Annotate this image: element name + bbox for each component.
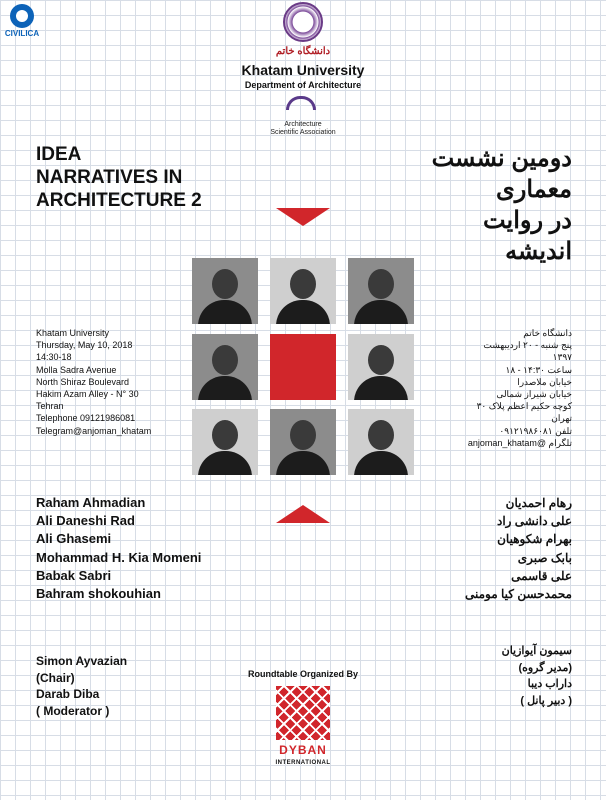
speaker-photo [192, 258, 258, 324]
info-line: تلفن ۰۹۱۲۱۹۸۶۰۸۱ [499, 425, 572, 436]
title-line: اندیشه [505, 238, 572, 265]
speaker-name: علی قاسمی [511, 568, 572, 583]
speaker-photo [270, 258, 336, 324]
info-line: Telegram@anjoman_khatam [36, 425, 152, 436]
center-red-square [270, 334, 336, 400]
moderator-line: داراب دیبا [527, 678, 572, 690]
speaker-name: Ali Ghasemi [36, 531, 112, 547]
speaker-name: Ali Daneshi Rad [36, 513, 135, 529]
speaker-name: رهام احمدیان [505, 496, 572, 510]
moderator-line: ( دبیر پانل ) [520, 694, 572, 707]
speaker-name: Raham Ahmadian [36, 495, 146, 510]
speakers-list-fa [372, 494, 572, 603]
civilica-label: CIVILICA [4, 29, 40, 38]
info-line: Hakim Azam Alley - N° 30 [36, 389, 139, 400]
event-title-fa [370, 143, 572, 267]
title-line: IDEA [36, 144, 82, 165]
event-title-en [36, 143, 202, 212]
info-line: 14:30-18 [36, 352, 72, 363]
speaker-name: محمدحسن کیا مومنی [464, 587, 572, 602]
civilica-logo [4, 4, 40, 38]
moderator-line: Simon Ayvazian [36, 654, 128, 668]
department-name: Department of Architecture [244, 80, 362, 90]
speaker-photo [192, 334, 258, 400]
title-line: معماری [496, 176, 572, 203]
university-name-fa: دانشگاه خاتم [275, 46, 331, 57]
moderators-en [36, 653, 127, 719]
title-line: دومین نشست [431, 145, 572, 172]
organizer-name: DYBAN [279, 743, 327, 757]
triangle-up-icon [276, 505, 330, 523]
dyban-logo-icon [276, 686, 330, 740]
info-line: Molla Sadra Avenue [36, 364, 117, 375]
university-seal-icon [283, 2, 323, 42]
university-name-en: Khatam University [241, 62, 365, 78]
moderators-fa [420, 643, 572, 709]
organizer-subtitle: INTERNATIONAL [275, 760, 331, 766]
info-line: Thursday, May 10, 2018 [36, 340, 133, 351]
speaker-name: علی دانشی راد [497, 514, 572, 529]
organized-by-label: Roundtable Organized By [247, 669, 358, 679]
info-line: تلگرام @anjoman_khatam [467, 437, 572, 448]
info-line: کوچه حکیم اعظم پلاک ۳۰ [476, 401, 572, 412]
info-line: ساعت ۱۴:۳۰ - ۱۸ [505, 364, 572, 375]
moderator-line: (Chair) [36, 670, 75, 685]
civilica-icon [10, 4, 34, 28]
speaker-photo [270, 409, 336, 475]
association-name [263, 121, 343, 137]
info-line: خیابان ملاصدرا [517, 376, 572, 387]
speaker-name: بهرام شکوهیان [497, 532, 572, 547]
speaker-name: بابک صبری [517, 550, 572, 565]
speaker-photo [192, 409, 258, 475]
speaker-photo-grid [192, 258, 415, 475]
moderator-line: Darab Diba [36, 687, 100, 701]
info-line: تهران [551, 413, 572, 424]
info-line: ۱۳۹۷ [552, 352, 572, 363]
association-line: Scientific Association [270, 129, 336, 136]
info-line: Khatam University [36, 328, 110, 338]
association-line: Architecture [284, 121, 322, 128]
moderator-line: ( Moderator ) [36, 703, 110, 718]
info-line: North Shiraz Boulevard [36, 376, 130, 387]
moderator-line: (مدیر گروه) [518, 661, 572, 674]
title-line: NARRATIVES IN [36, 167, 183, 188]
speaker-photo [348, 258, 414, 324]
association-logo-icon [286, 96, 316, 110]
speaker-name: Babak Sabri [36, 567, 112, 583]
triangle-down-icon [276, 208, 330, 226]
title-line: در روایت [482, 207, 572, 234]
info-line: خیابان شیراز شمالی [496, 389, 572, 400]
moderator-line: سیمون آیوازیان [501, 645, 572, 657]
event-info-en [36, 327, 151, 437]
info-line: دانشگاه خاتم [523, 328, 572, 338]
event-info-fa [400, 327, 572, 449]
info-line: Telephone 09121986081 [36, 413, 136, 424]
info-line: پنج شنبه - ۲۰ اردیبهشت [483, 340, 572, 351]
speakers-list-en [36, 494, 201, 603]
title-line: ARCHITECTURE 2 [36, 190, 202, 211]
speaker-name: Bahram shokouhian [36, 586, 161, 602]
info-line: Tehran [36, 401, 64, 412]
speaker-name: Mohammad H. Kia Momeni [36, 549, 202, 565]
